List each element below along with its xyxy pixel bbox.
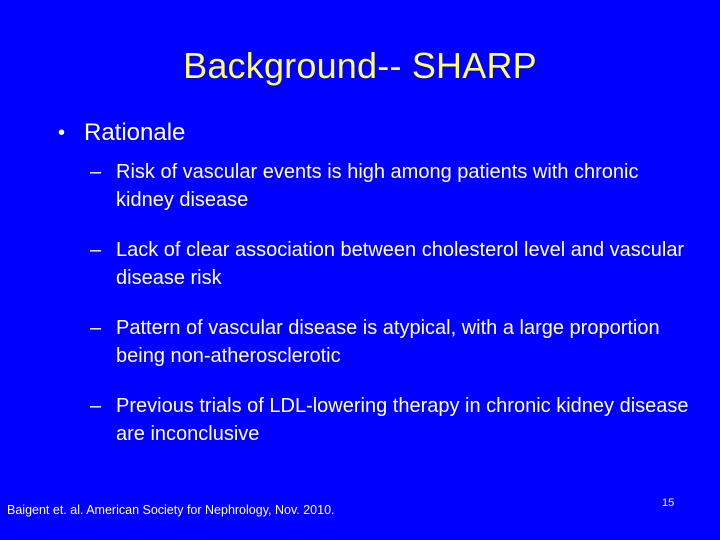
dash-marker: – [90, 161, 102, 183]
sub-bullet-text: Risk of vascular events is high among patients with chronic kidney disease [116, 161, 639, 211]
sub-bullet-text: Pattern of vascular disease is atypical, with a large proportion being non-atherosclerotic [116, 317, 660, 367]
sub-bullet-text: Lack of clear association between cholesterol level and vascular disease risk [116, 239, 685, 289]
main-bullet-text: Rationale [84, 119, 186, 146]
sub-bullet [90, 314, 690, 370]
dash-marker: – [90, 239, 102, 261]
sub-bullet-list [90, 158, 690, 448]
sub-bullet [90, 236, 690, 292]
dash-marker: – [90, 317, 102, 339]
slide-title: Background-- SHARP [183, 45, 537, 86]
sub-bullet-text: Previous trials of LDL-lowering therapy in chronic kidney disease are inconclusive [116, 395, 689, 445]
main-bullet [58, 118, 185, 148]
page-number: 15 [662, 497, 675, 509]
sub-bullet [90, 392, 690, 448]
citation: Baigent et. al. American Society for Nephrology, Nov. 2010. [7, 503, 335, 517]
bullet-marker: • [58, 122, 66, 144]
sub-bullet [90, 158, 690, 214]
dash-marker: – [90, 395, 102, 417]
